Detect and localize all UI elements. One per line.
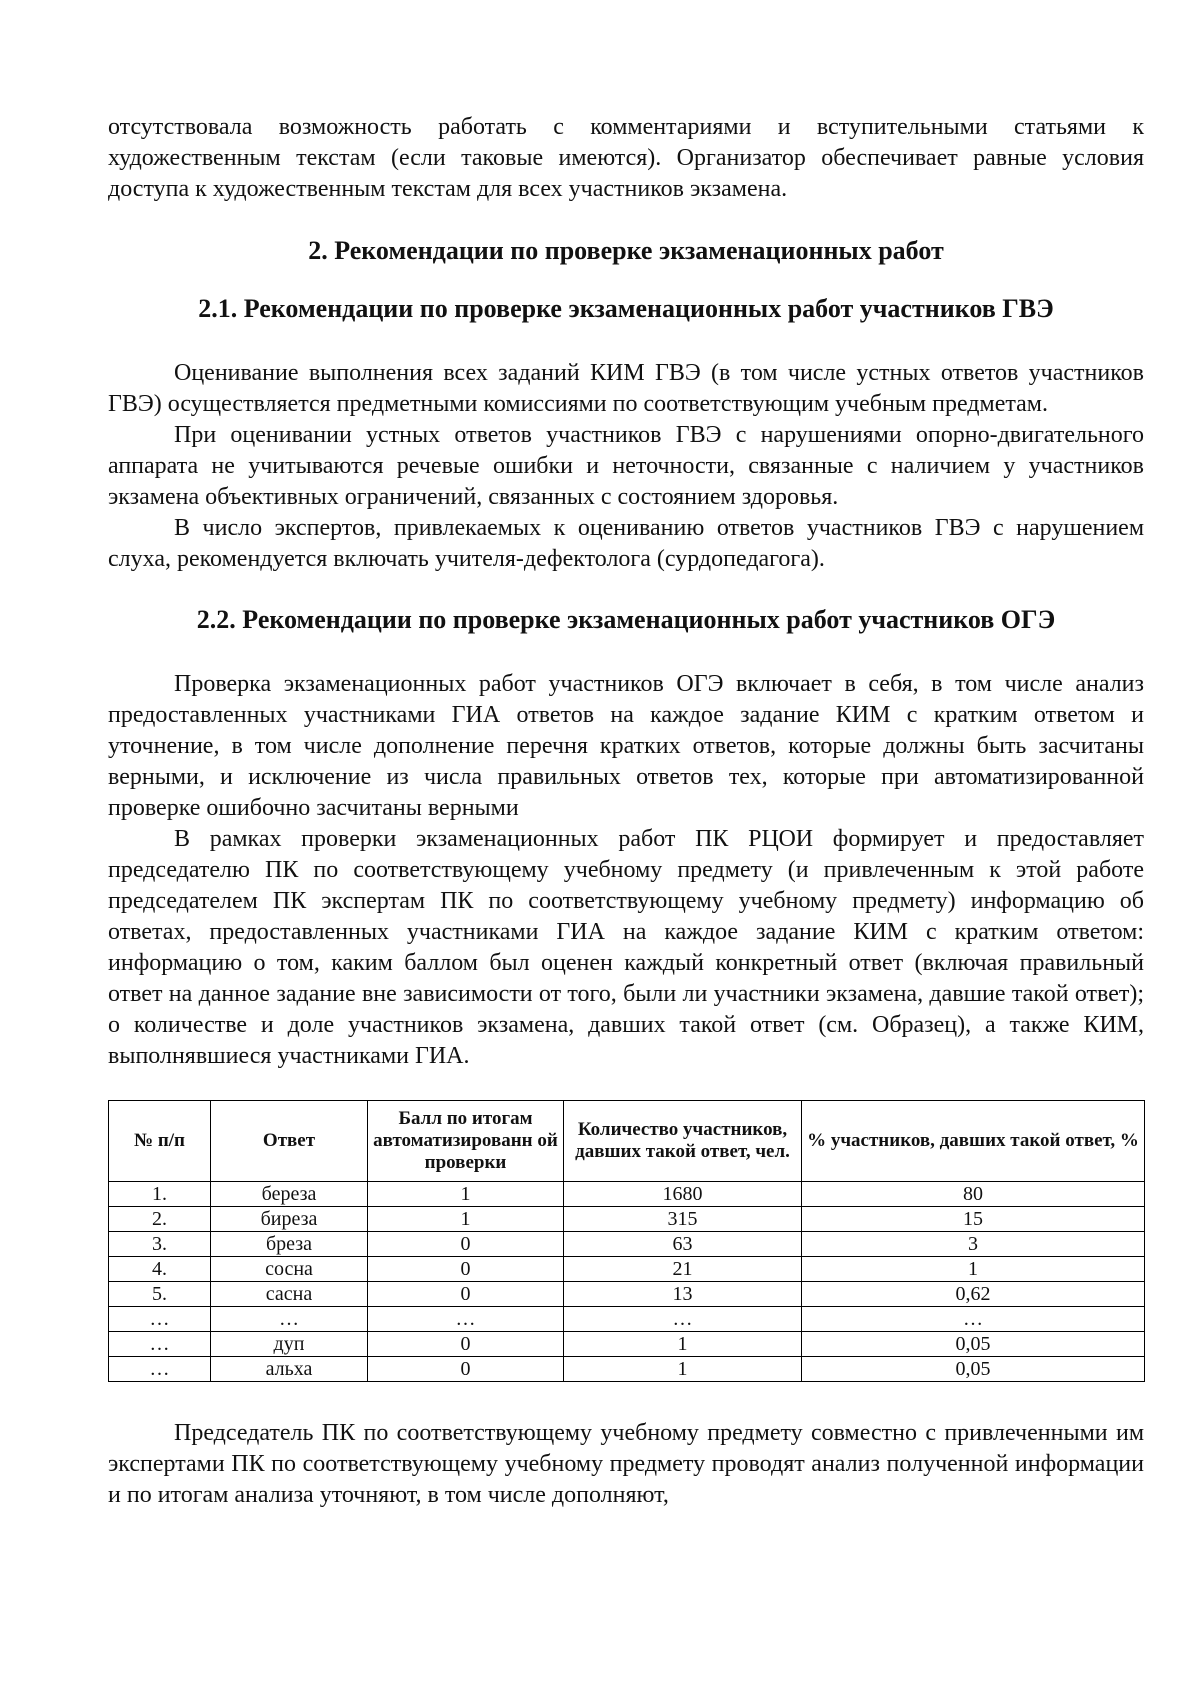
cell-answer: сосна bbox=[211, 1257, 368, 1282]
cell-count: … bbox=[564, 1307, 802, 1332]
section-2-2-paragraph: Проверка экзаменационных работ участников ОГЭ включает в себя, в том числе анализ предоставленных участниками ГИА ответов на каждое задание КИМ с кратким ответом и уточнение, в том числе дополнение перечня кратких ответов, которые должны быть засчитаны верными, и исключение из числа правильных ответов тех, которые при автоматизированной проверке ошибочно засчитаны верными bbox=[108, 671, 1144, 821]
header-count: Количество участников, давших такой ответ, чел. bbox=[564, 1101, 802, 1182]
table-row bbox=[109, 1332, 1145, 1357]
table-header-row bbox=[109, 1101, 1145, 1182]
cell-percent: 80 bbox=[802, 1182, 1145, 1207]
cell-percent: 3 bbox=[802, 1232, 1145, 1257]
header-number: № п/п bbox=[109, 1101, 211, 1182]
section-2-1-paragraph: В число экспертов, привлекаемых к оцениванию ответов участников ГВЭ с нарушением слуха, рекомендуется включать учителя-дефектолога (сурдопедагога). bbox=[108, 515, 1144, 572]
table-row bbox=[109, 1307, 1145, 1332]
header-percent: % участников, давших такой ответ, % bbox=[802, 1101, 1145, 1182]
table-row bbox=[109, 1257, 1145, 1282]
section-2-1-paragraph: При оценивании устных ответов участников ГВЭ с нарушениями опорно-двигательного аппарата не учитываются речевые ошибки и неточности, связанные с наличием у участников экзамена объективных ограничений, связанных с состоянием здоровья. bbox=[108, 422, 1144, 510]
cell-score: 1 bbox=[368, 1182, 564, 1207]
cell-count: 1 bbox=[564, 1357, 802, 1382]
document-page bbox=[108, 112, 1144, 1511]
cell-count: 315 bbox=[564, 1207, 802, 1232]
cell-answer: сасна bbox=[211, 1282, 368, 1307]
table-row bbox=[109, 1357, 1145, 1382]
cell-number: … bbox=[109, 1307, 211, 1332]
cell-score: … bbox=[368, 1307, 564, 1332]
cell-count: 1680 bbox=[564, 1182, 802, 1207]
table-row bbox=[109, 1207, 1145, 1232]
cell-number: 1. bbox=[109, 1182, 211, 1207]
cell-score: 0 bbox=[368, 1282, 564, 1307]
section-2-2-heading: 2.2. Рекомендации по проверке экзаменационных работ участников ОГЭ bbox=[196, 605, 1056, 634]
cell-percent: 1 bbox=[802, 1257, 1145, 1282]
cell-percent: 0,62 bbox=[802, 1282, 1145, 1307]
cell-answer: береза bbox=[211, 1182, 368, 1207]
cell-number: 4. bbox=[109, 1257, 211, 1282]
cell-percent: 0,05 bbox=[802, 1357, 1145, 1382]
section-2-2-paragraph: В рамках проверки экзаменационных работ ПК РЦОИ формирует и предоставляет председателю ПК по соответствующему учебному предмету (и привлеченным к этой работе председателем ПК экспертам ПК по соответствующему учебному предмету) информацию об ответах, предоставленных участниками ГИА на каждое задание КИМ с кратким ответом: информацию о том, каким баллом был оценен каждый конкретный ответ (включая правильный ответ на данное задание вне зависимости от того, были ли участники экзамена, давшие такой ответ); о количестве и доле участников экзамена, давших такой ответ (см. Образец), а также КИМ, выполнявшиеся участниками ГИА. bbox=[108, 826, 1144, 1069]
cell-number: 2. bbox=[109, 1207, 211, 1232]
cell-percent: 15 bbox=[802, 1207, 1145, 1232]
cell-score: 0 bbox=[368, 1332, 564, 1357]
cell-answer: … bbox=[211, 1307, 368, 1332]
cell-count: 21 bbox=[564, 1257, 802, 1282]
cell-answer: бреза bbox=[211, 1232, 368, 1257]
section-2-1-heading: 2.1. Рекомендации по проверке экзаменационных работ участников ГВЭ bbox=[198, 294, 1054, 323]
header-score: Балл по итогам автоматизированн ой проверки bbox=[368, 1101, 564, 1182]
cell-number: 3. bbox=[109, 1232, 211, 1257]
cell-score: 0 bbox=[368, 1232, 564, 1257]
table-row bbox=[109, 1232, 1145, 1257]
cell-answer: биреза bbox=[211, 1207, 368, 1232]
sample-answers-table bbox=[108, 1100, 1145, 1382]
table-row bbox=[109, 1182, 1145, 1207]
cell-score: 1 bbox=[368, 1207, 564, 1232]
cell-answer: альха bbox=[211, 1357, 368, 1382]
header-answer: Ответ bbox=[211, 1101, 368, 1182]
cell-score: 0 bbox=[368, 1257, 564, 1282]
section-2-heading: 2. Рекомендации по проверке экзаменационных работ bbox=[308, 236, 944, 265]
section-2-1-paragraph: Оценивание выполнения всех заданий КИМ ГВЭ (в том числе устных ответов участников ГВЭ) осуществляется предметными комиссиями по соответствующим учебным предметам. bbox=[108, 360, 1144, 417]
cell-count: 1 bbox=[564, 1332, 802, 1357]
cell-score: 0 bbox=[368, 1357, 564, 1382]
table-row bbox=[109, 1282, 1145, 1307]
cell-count: 63 bbox=[564, 1232, 802, 1257]
closing-paragraph: Председатель ПК по соответствующему учебному предмету совместно с привлеченными им экспертами ПК по соответствующему учебному предмету проводят анализ полученной информации и по итогам анализа уточняют, в том числе дополняют, bbox=[108, 1420, 1144, 1508]
cell-number: … bbox=[109, 1332, 211, 1357]
cell-answer: дуп bbox=[211, 1332, 368, 1357]
cell-number: … bbox=[109, 1357, 211, 1382]
cell-number: 5. bbox=[109, 1282, 211, 1307]
cell-count: 13 bbox=[564, 1282, 802, 1307]
cell-percent: … bbox=[802, 1307, 1145, 1332]
intro-paragraph: отсутствовала возможность работать с комментариями и вступительными статьями к художественным текстам (если таковые имеются). Организатор обеспечивает равные условия доступа к художественным текстам для всех участников экзамена. bbox=[108, 114, 1144, 202]
cell-percent: 0,05 bbox=[802, 1332, 1145, 1357]
